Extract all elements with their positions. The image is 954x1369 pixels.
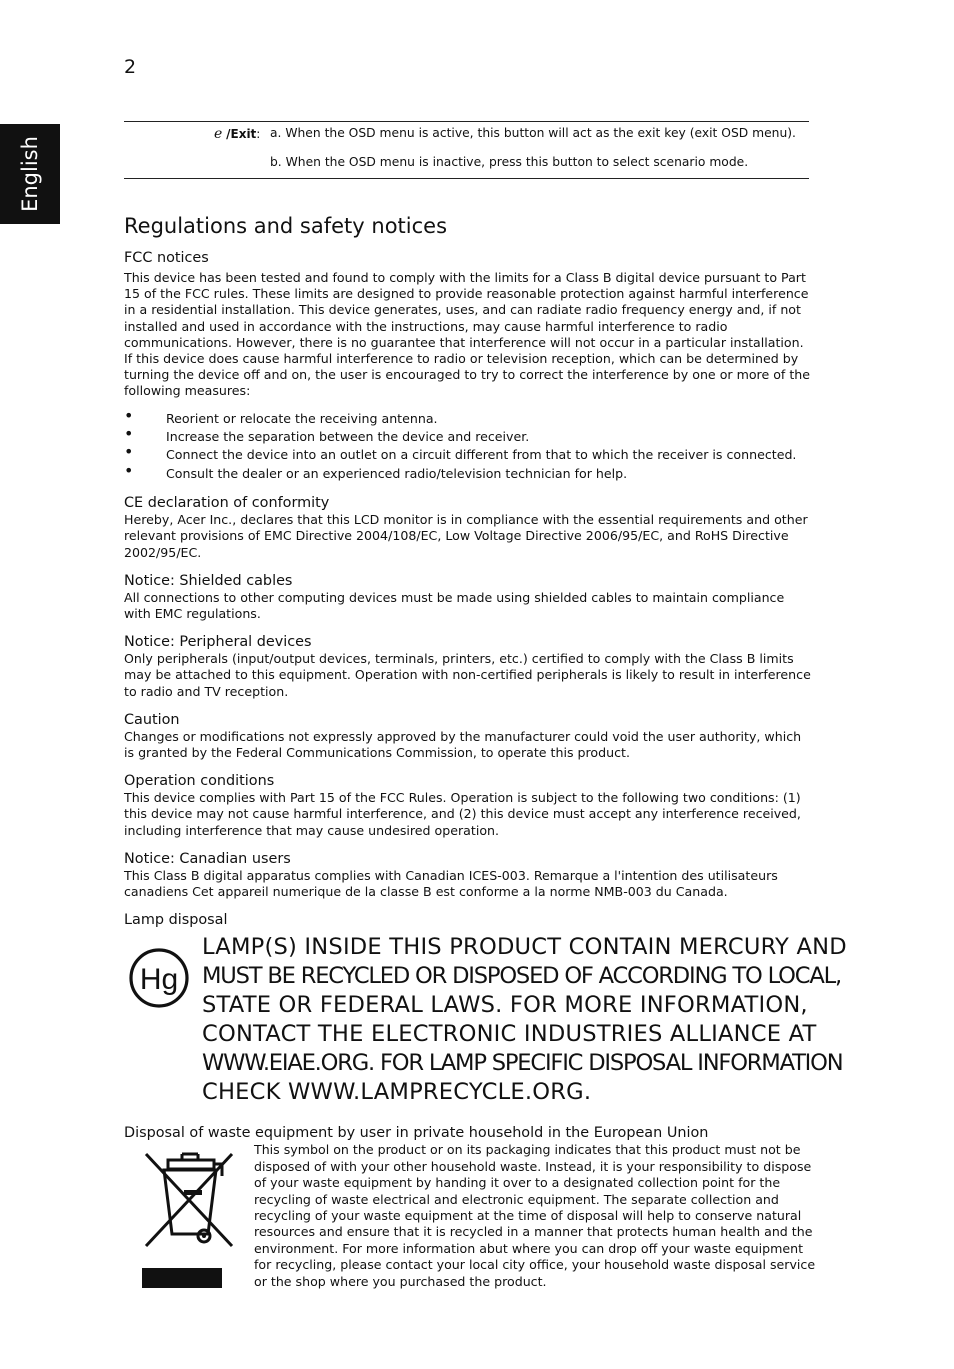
lamp-section [124, 911, 847, 1109]
caution-heading: Caution [124, 711, 180, 728]
bullet-icon: • [124, 460, 134, 480]
fcc-measures-list [124, 405, 814, 484]
exit-key-text: /Exit [226, 127, 257, 141]
ce-section [124, 494, 814, 561]
weee-body: This symbol on the product or on its packaging indicates that this product must not be disposed of with your other household waste. Instead, it is your responsibility to dispose of your waste equipment by handing it over to a designated collection point for the recycling of waste electrical and electronic equipment. The separate collection and recycling of your waste equipment at the time of disposal will help to conserve natural resources and ensure that it is recycled in a manner that protects human health and the environment. For more information abut where you can drop off your waste equipment for recycling, please contact your local city office, your household waste disposal service or the shop where you purchased the product. [254, 1142, 816, 1289]
bullet-icon: • [124, 405, 134, 425]
canadian-section [124, 850, 814, 900]
shielded-body: All connections to other computing devices must be made using shielded cables to maintain compliance with EMC regulations. [124, 589, 785, 622]
page-number: 2 [124, 56, 137, 78]
osd-exit-table [124, 121, 809, 179]
weee-section [124, 1142, 814, 1292]
side-tab-label: English [18, 136, 43, 212]
weee-text [254, 1142, 819, 1290]
regulations-content [124, 212, 847, 1292]
language-side-tab [0, 124, 60, 224]
operation-body: This device complies with Part 15 of the FCC Rules. Operation is subject to the following two conditions: (1) this device may not cause harmful interference, and (2) this device must accept any interference received, including interference that may cause undesired operation. [124, 790, 801, 838]
canadian-heading: Notice: Canadian users [124, 850, 291, 867]
crossed-out-wheelie-bin-icon [142, 1146, 236, 1288]
canadian-body: This Class B digital apparatus complies with Canadian ICES-003. Remarque a l'intention des utilisateurs canadiens Cet appareil numerique de la classe B est conforme a la norme NMB-003 du Canada. [124, 867, 778, 900]
operation-section [124, 772, 814, 839]
fcc-body: This device has been tested and found to comply with the limits for a Class B digital device pursuant to Part 15 of the FCC rules. These limits are designed to provide reasonable protection against harmful interference in a residential installation. This device generates, uses, and can radiate radio frequency energy and, if not installed and used in accordance with the instructions, may cause harmful interference to radio communications. However, there is no guarantee that interference will not occur in a particular installation. If this device does cause harmful interference to radio or television reception, which can be determined by turning the device off and on, the user is encouraged to try to correct the interference by one or more of the following measures: [124, 270, 811, 399]
e-key-icon: e [214, 126, 223, 142]
operation-heading: Operation conditions [124, 773, 275, 790]
caution-section [124, 711, 814, 761]
list-item: • Consult the dealer or an experienced radio/television technician for help. [124, 460, 628, 481]
peripheral-section [124, 633, 814, 700]
bullet-icon: • [124, 442, 134, 462]
peripheral-heading: Notice: Peripheral devices [124, 634, 312, 651]
svg-text:Hg: Hg [139, 963, 179, 997]
ce-heading: CE declaration of conformity [124, 495, 330, 512]
list-item: • Reorient or relocate the receiving antenna. [124, 405, 438, 426]
list-item: • Connect the device into an outlet on a circuit different from that to which the receiver is connected. [124, 442, 797, 463]
page-title: Regulations and safety notices [124, 214, 448, 238]
mercury-hg-icon [128, 947, 190, 1009]
lamp-heading: Lamp disposal [124, 912, 228, 929]
caution-body: Changes or modifications not expressly approved by the manufacturer could void the user authority, which is granted by the Federal Communications Commission, to operate this product. [124, 728, 802, 761]
exit-key-label: e /Exit: [214, 126, 261, 142]
list-item: • Increase the separation between the device and receiver. [124, 424, 530, 445]
weee-heading: Disposal of waste equipment by user in private household in the European Union [124, 1125, 709, 1142]
shielded-section [124, 572, 814, 622]
peripheral-body: Only peripherals (input/output devices, terminals, printers, etc.) certified to comply with the Class B limits may be attached to this equipment. Operation with non-certified peripherals is likely to result in interference to radio and TV reception. [124, 651, 811, 699]
osd-item-b: b. When the OSD menu is inactive, press this button to select scenario mode. [270, 155, 749, 169]
shielded-heading: Notice: Shielded cables [124, 572, 293, 589]
ce-body: Hereby, Acer Inc., declares that this LCD monitor is in compliance with the essential requirements and other relevant provisions of EMC Directive 2004/108/EC, Low Voltage Directive 2006/95/EC, and RoHS Directive 2002/95/EC. [124, 512, 808, 560]
fcc-heading: FCC notices [124, 250, 209, 266]
lamp-warning-text: LAMP(S) INSIDE THIS PRODUCT CONTAIN MERCURY AND MUST BE RECYCLED OR DISPOSED OF ACCORDING TO LOCAL, STATE OR FEDERAL LAWS. FOR MORE INFORMATION, CONTACT THE ELECTRONIC INDUSTRIES ALLIANCE AT WWW.EIAE.ORG. FOR LAMP SPECIFIC DISPOSAL INFORMATION CHECK WWW.LAMPRECYCLE.ORG. [202, 934, 847, 1106]
bullet-icon: • [124, 424, 134, 444]
osd-item-a: a. When the OSD menu is active, this button will act as the exit key (exit OSD menu). [270, 126, 796, 140]
lamp-notice [124, 933, 847, 1109]
